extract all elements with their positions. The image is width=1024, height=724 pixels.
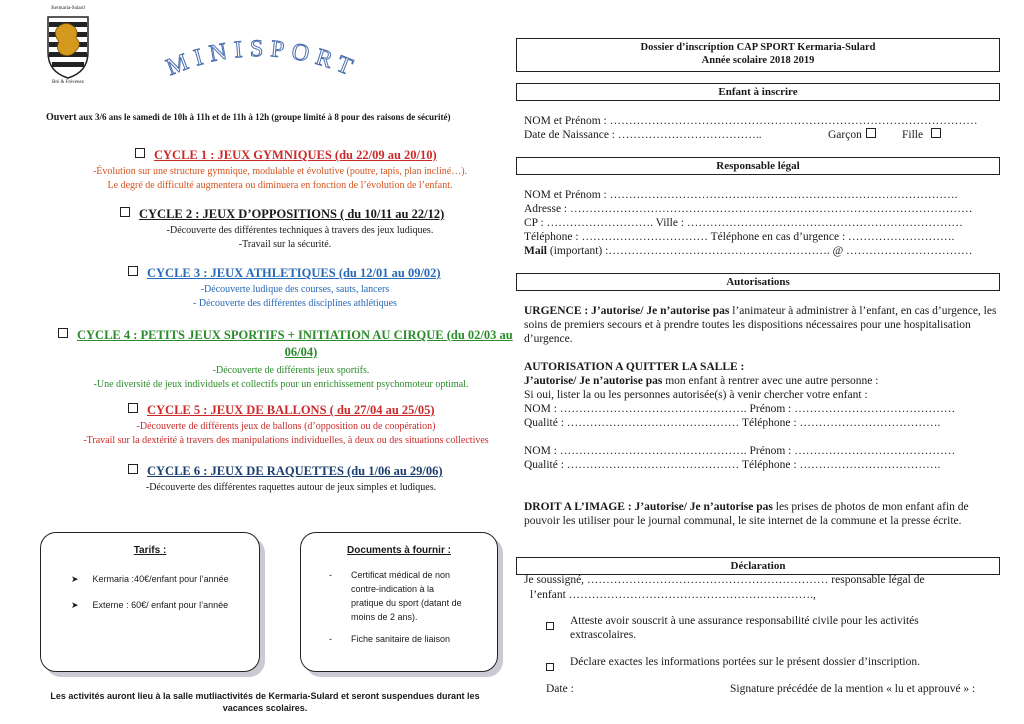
tarifs-box bbox=[40, 532, 260, 672]
tarifs-item-2: ➤ Externe : 60€/ enfant pour l’année bbox=[71, 600, 229, 610]
droit-image-text: les prises de photos de mon enfant afin de pouvoir les utiliser pour le journal communal, le site internet de la commune et la presse écrite. bbox=[524, 501, 969, 527]
child-name-field[interactable]: NOM et Prénom : …………………………………………………………………………………… bbox=[524, 115, 978, 127]
garcon-label: Garçon bbox=[828, 129, 862, 141]
cycle-3-title: CYCLE 3 : JEUX ATHLETIQUES (du 12/01 au 09/02) bbox=[147, 266, 441, 280]
section-responsable: Responsable légal bbox=[516, 157, 1000, 175]
droit-image-lead: DROIT A L’IMAGE : J’autorise/ Je n’autorise pas bbox=[524, 501, 773, 513]
tarifs-title: Tarifs : bbox=[133, 545, 167, 556]
quit-lead: J’autorise/ Je n’autorise pas bbox=[524, 375, 663, 387]
cycle-4-title-line-2: 06/04) bbox=[284, 345, 318, 359]
tarifs-item-1-text: Kermaria :40€/enfant pour l’année bbox=[92, 574, 229, 584]
crest-logo bbox=[45, 14, 91, 80]
cycle-4-title-line-1: CYCLE 4 : PETITS JEUX SPORTIFS + INITIATION AU CIRQUE (du 02/03 au bbox=[77, 328, 513, 342]
check-2-text: Déclare exactes les informations portées sur le présent dossier d’inscription. bbox=[570, 656, 920, 668]
minisport-wordmark: MINISPORT bbox=[162, 36, 363, 84]
cycle-5-line-2: -Travail sur la dextérité à travers des manipulations individuelles, à deux ou des situations collectives bbox=[83, 435, 489, 446]
cycle-2-title: CYCLE 2 : JEUX D’OPPOSITIONS ( du 10/11 au 22/12) bbox=[139, 207, 445, 221]
resp-name-field[interactable]: NOM et Prénom : ………………………………………………………………………………. bbox=[524, 189, 958, 201]
cycle-6-title: CYCLE 6 : JEUX DE RAQUETTES (du 1/06 au 29/06) bbox=[147, 464, 443, 478]
documents-title: Documents à fournir : bbox=[347, 545, 451, 556]
cycle-2-line-2: -Travail sur la sécurité. bbox=[238, 239, 332, 250]
garcon-checkbox[interactable] bbox=[866, 128, 876, 138]
section-child: Enfant à inscrire bbox=[516, 83, 1000, 101]
cycle-3-line-2: - Découverte des différentes disciplines athlétiques bbox=[193, 298, 397, 309]
check-2-box[interactable] bbox=[546, 658, 554, 676]
fille-label: Fille bbox=[902, 129, 924, 141]
cycle-5 bbox=[50, 403, 512, 448]
form-header-line-2: Année scolaire 2018 2019 bbox=[701, 55, 815, 66]
cycle-1-line-2: Le degré de difficulté augmentera ou diminuera en fonction de l’évolution de l’enfant. bbox=[107, 180, 453, 191]
check-1-box[interactable] bbox=[546, 617, 554, 635]
tarifs-item-2-text: Externe : 60€/ enfant pour l’année bbox=[92, 600, 229, 610]
resp-address-field[interactable]: Adresse : …………………………………………………………………………………………… bbox=[524, 203, 973, 215]
cycle-6-checkbox[interactable] bbox=[128, 464, 138, 474]
minisport-logo bbox=[160, 36, 390, 106]
cycle-3-checkbox[interactable] bbox=[128, 266, 138, 276]
quit-list-label: Si oui, lister la ou les personnes autorisée(s) à venir chercher votre enfant : bbox=[524, 389, 868, 401]
cycle-4-line-1: -Découverte de différents jeux sportifs. bbox=[212, 365, 370, 376]
documents-item-2-text: Fiche sanitaire de liaison bbox=[351, 634, 451, 644]
cycle-4-checkbox[interactable] bbox=[58, 328, 68, 338]
cycle-1-line-1: -Évolution sur une structure gymnique, modulable et évolutive (poutre, tapis, plan incliné…). bbox=[92, 166, 468, 177]
cycle-1 bbox=[50, 148, 510, 193]
cycle-4-line-2: -Une diversité de jeux individuels et collectifs pour un enrichissement psychomoteur optimal. bbox=[93, 379, 469, 390]
person-2-qualite-field[interactable]: Qualité : ……………………………………… Téléphone : ………………………………. bbox=[524, 459, 941, 471]
documents-item-2: - Fiche sanitaire de liaison bbox=[301, 632, 497, 646]
resp-telephone-field[interactable]: Téléphone : …………………………… Téléphone en cas d’urgence : ………………………. bbox=[524, 231, 955, 243]
fille-option bbox=[902, 128, 941, 142]
crest-top-text: Kermaria-Sulard bbox=[51, 6, 85, 11]
svg-text:MINISPORT bbox=[163, 36, 363, 83]
declaration-child-field[interactable]: l’enfant ………………………………………………………., bbox=[530, 589, 816, 601]
urgence-paragraph bbox=[524, 304, 1000, 346]
fille-checkbox[interactable] bbox=[931, 128, 941, 138]
mail-dots: (important) :…………………………………………………. @ …………………………… bbox=[547, 245, 973, 257]
date-label: Date : bbox=[546, 683, 574, 695]
person-1-qualite-field[interactable]: Qualité : ……………………………………… Téléphone : ………………………………. bbox=[524, 417, 941, 429]
quit-title: AUTORISATION A QUITTER LA SALLE : bbox=[524, 361, 745, 373]
section-declaration: Déclaration bbox=[516, 557, 1000, 575]
cycle-2 bbox=[50, 207, 510, 252]
cycle-5-line-1: -Découverte de différents jeux de ballons (d’opposition ou de coopération) bbox=[136, 421, 436, 432]
cycle-2-line-1: -Découverte des différentes techniques à travers des jeux ludiques. bbox=[166, 225, 434, 236]
cycle-3-line-1: -Découverte ludique des courses, sauts, lancers bbox=[200, 284, 390, 295]
quit-line bbox=[524, 374, 878, 388]
form-header bbox=[516, 38, 1000, 72]
opening-rest: aux 3/6 ans le samedi de 10h à 11h et de 11h à 12h (groupe limité à 8 pour des raisons de sécurité) bbox=[76, 112, 451, 122]
cycle-5-title: CYCLE 5 : JEUX DE BALLONS ( du 27/04 au 25/05) bbox=[147, 403, 435, 417]
quit-text: mon enfant à rentrer avec une autre personne : bbox=[662, 375, 879, 387]
cycle-6-line-1: -Découverte des différentes raquettes autour de jeux simples et ludiques. bbox=[145, 482, 437, 493]
opening-lead: Ouvert bbox=[46, 112, 77, 123]
cycle-3 bbox=[50, 266, 510, 311]
resp-mail-field[interactable] bbox=[524, 244, 973, 258]
signature-label: Signature précédée de la mention « lu et approuvé » : bbox=[730, 683, 976, 695]
cycle-4 bbox=[50, 328, 512, 392]
mail-label: Mail bbox=[524, 245, 547, 257]
check-1-text: Atteste avoir souscrit à une assurance responsabilité civile pour les activités extrascolaires. bbox=[570, 615, 919, 641]
garcon-option bbox=[828, 128, 876, 142]
child-dob-field[interactable]: Date de Naissance : ……………………………….. bbox=[524, 129, 762, 141]
documents-box bbox=[300, 532, 498, 672]
documents-item-1-text: Certificat médical de non contre-indication à la pratique du sport (datant de moins de 2 ans). bbox=[351, 570, 462, 622]
cycle-2-checkbox[interactable] bbox=[120, 207, 130, 217]
droit-image-paragraph bbox=[524, 500, 1000, 528]
cycle-6 bbox=[50, 464, 512, 495]
cycle-5-checkbox[interactable] bbox=[128, 403, 138, 413]
cycle-1-title: CYCLE 1 : JEUX GYMNIQUES (du 22/09 au 20/10) bbox=[154, 148, 437, 162]
resp-cp-ville-field[interactable]: CP : ………………………. Ville : ……………………………………………………………… bbox=[524, 217, 963, 229]
urgence-text: l’animateur à administrer à l’enfant, en cas d’urgence, les soins de premiers secours et à prendre toutes les dispositions nécessaires pour une hospitalisation d’urgence. bbox=[524, 305, 997, 345]
documents-item-1: - Certificat médical de non contre-indication à la pratique du sport (datant de moins de 2 ans). bbox=[301, 568, 497, 624]
person-1-nom-field[interactable]: NOM : …………………………………………. Prénom : …………………………………… bbox=[524, 403, 956, 415]
footer-note: Les activités auront lieu à la salle mutliactivités de Kermaria-Sulard et seront suspendues durant les vacances scolaires. bbox=[50, 691, 480, 713]
declaration-name-field[interactable]: Je soussigné, ……………………………………………………… responsable légal de bbox=[524, 574, 925, 586]
form-header-line-1: Dossier d’inscription CAP SPORT Kermaria-Sulard bbox=[640, 42, 876, 53]
person-2-nom-field[interactable]: NOM : …………………………………………. Prénom : …………………………………… bbox=[524, 445, 956, 457]
opening-hours bbox=[46, 112, 506, 123]
crest-bottom-text: Bré & Frévenez bbox=[52, 80, 84, 85]
section-autorisations: Autorisations bbox=[516, 273, 1000, 291]
urgence-lead: URGENCE : J’autorise/ Je n’autorise pas bbox=[524, 305, 730, 317]
cycle-1-checkbox[interactable] bbox=[135, 148, 145, 158]
tarifs-item-1: ➤ Kermaria :40€/enfant pour l’année bbox=[71, 574, 229, 584]
